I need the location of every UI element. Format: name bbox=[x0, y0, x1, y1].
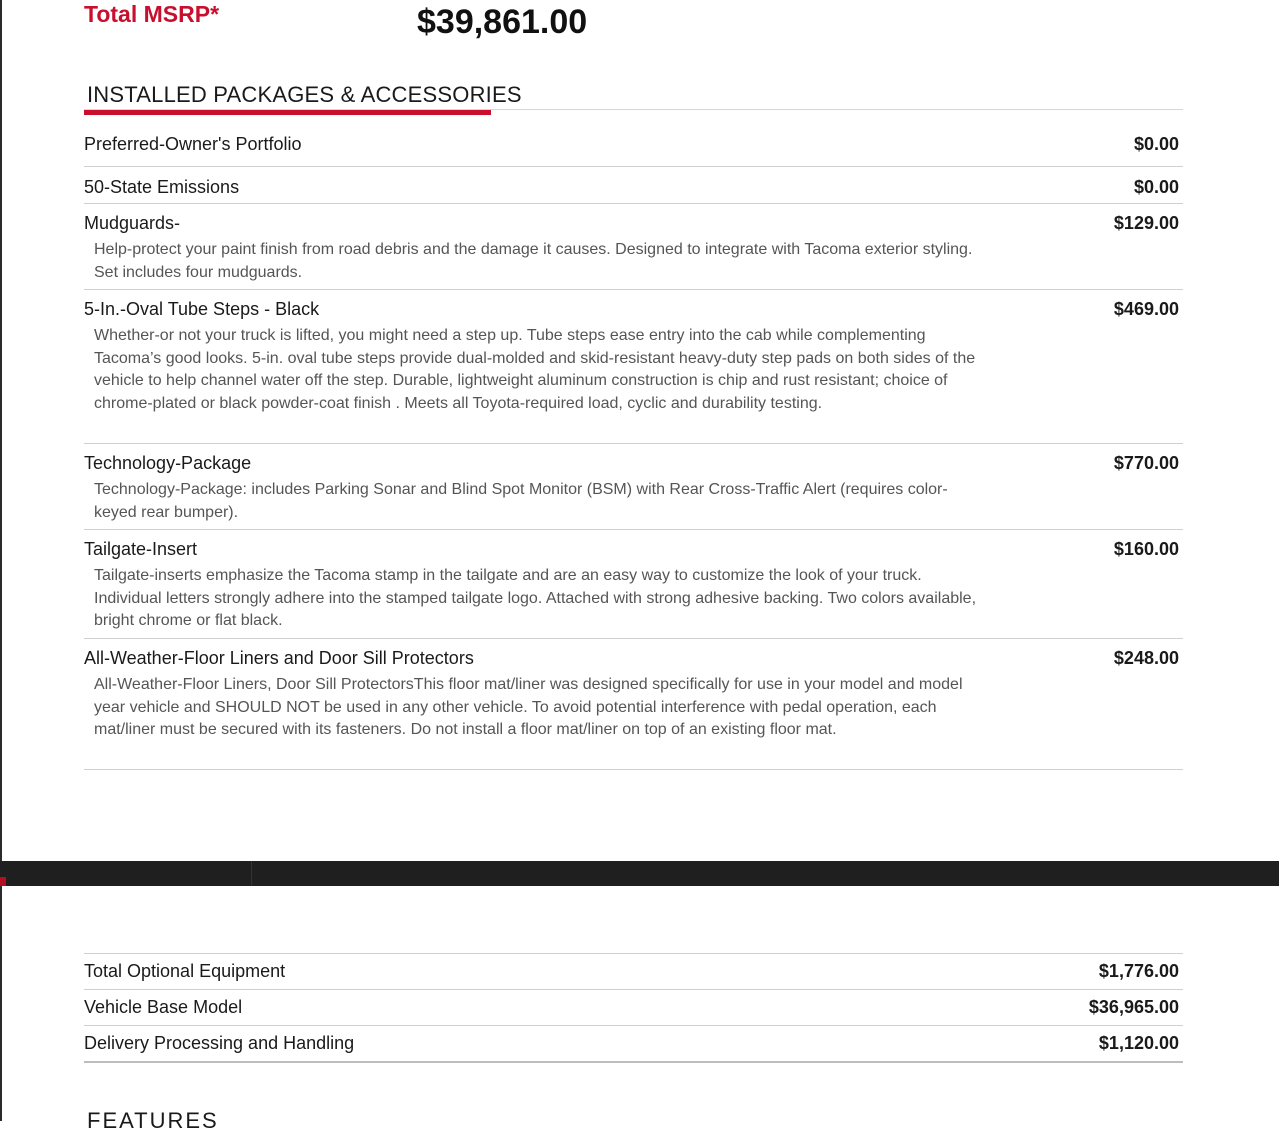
package-row bbox=[84, 639, 1183, 770]
package-name: Technology-Package bbox=[84, 453, 252, 473]
package-name: All-Weather-Floor Liners and Door Sill Protectors bbox=[84, 648, 474, 668]
package-price: $129.00 bbox=[1113, 213, 1179, 233]
package-name: 50-State Emissions bbox=[84, 177, 240, 197]
total-row bbox=[84, 954, 1183, 990]
packages-list bbox=[84, 127, 1183, 770]
total-msrp-value: $39,861.00 bbox=[417, 3, 588, 41]
package-price: $248.00 bbox=[1113, 648, 1179, 668]
total-label: Delivery Processing and Handling bbox=[84, 1033, 355, 1053]
section-title-underline bbox=[84, 110, 491, 115]
package-name: Preferred-Owner's Portfolio bbox=[84, 134, 302, 154]
package-name: 5-In.-Oval Tube Steps - Black bbox=[84, 299, 320, 319]
page-left-border bbox=[0, 0, 2, 1121]
package-row bbox=[84, 167, 1183, 204]
page-break-band bbox=[0, 861, 1279, 886]
total-label: Vehicle Base Model bbox=[84, 997, 243, 1017]
totals-table bbox=[84, 953, 1183, 1063]
features-section-title: FEATURES bbox=[87, 1108, 219, 1133]
package-row bbox=[84, 444, 1183, 530]
band-divider bbox=[251, 861, 252, 886]
total-msrp-label: Total MSRP* bbox=[84, 1, 220, 27]
package-price: $0.00 bbox=[1133, 134, 1179, 154]
packages-section-title: INSTALLED PACKAGES & ACCESSORIES bbox=[87, 82, 522, 107]
package-row bbox=[84, 204, 1183, 290]
package-description: Tailgate-inserts emphasize the Tacoma stamp in the tailgate and are an easy way to customize the look of your truck. Individual letters strongly adhere into the stamped tailgate logo. Attached with strong adhesive backing. Two colors available, bright chrome or flat black. bbox=[94, 567, 977, 629]
total-row bbox=[84, 990, 1183, 1026]
package-row bbox=[84, 290, 1183, 444]
total-value: $1,776.00 bbox=[1098, 961, 1179, 981]
package-price: $160.00 bbox=[1113, 539, 1179, 559]
package-name: Tailgate-Insert bbox=[84, 539, 198, 559]
total-label: Total Optional Equipment bbox=[84, 961, 286, 981]
package-price: $469.00 bbox=[1113, 299, 1179, 319]
package-row bbox=[84, 530, 1183, 639]
package-price: $770.00 bbox=[1113, 453, 1179, 473]
total-value: $1,120.00 bbox=[1098, 1033, 1179, 1053]
package-description: Help-protect your paint finish from road debris and the damage it causes. Designed to integrate with Tacoma exterior styling. Set includes four mudguards. bbox=[94, 241, 973, 281]
package-row bbox=[84, 127, 1183, 167]
total-value: $36,965.00 bbox=[1088, 997, 1179, 1017]
package-description: All-Weather-Floor Liners, Door Sill ProtectorsThis floor mat/liner was designed specifically for use in your model and model year vehicle and SHOULD NOT be used in any other vehicle. To avoid potential interference with pedal operation, each mat/liner must be secured with its fasteners. Do not install a floor mat/liner on top of an existing floor mat. bbox=[94, 676, 963, 738]
package-name: Mudguards- bbox=[84, 213, 181, 233]
brand-mark bbox=[0, 877, 6, 886]
package-price: $0.00 bbox=[1133, 177, 1179, 197]
package-description: Whether-or not your truck is lifted, you might need a step up. Tube steps ease entry into the cab while complementing Tacoma’s good looks. 5-in. oval tube steps provide dual-molded and skid-resistant heavy-duty step pads on both sides of the vehicle to help channel water off the step. Durable, lightweight aluminum construction is chip and rust resistant; choice of chrome-plated or black powder-coat finish . Meets all Toyota-required load, cyclic and durability testing. bbox=[94, 327, 976, 412]
total-row bbox=[84, 1026, 1183, 1063]
package-description: Technology-Package: includes Parking Sonar and Blind Spot Monitor (BSM) with Rear Cross-Traffic Alert (requires color-keyed rear bumper). bbox=[94, 481, 948, 521]
